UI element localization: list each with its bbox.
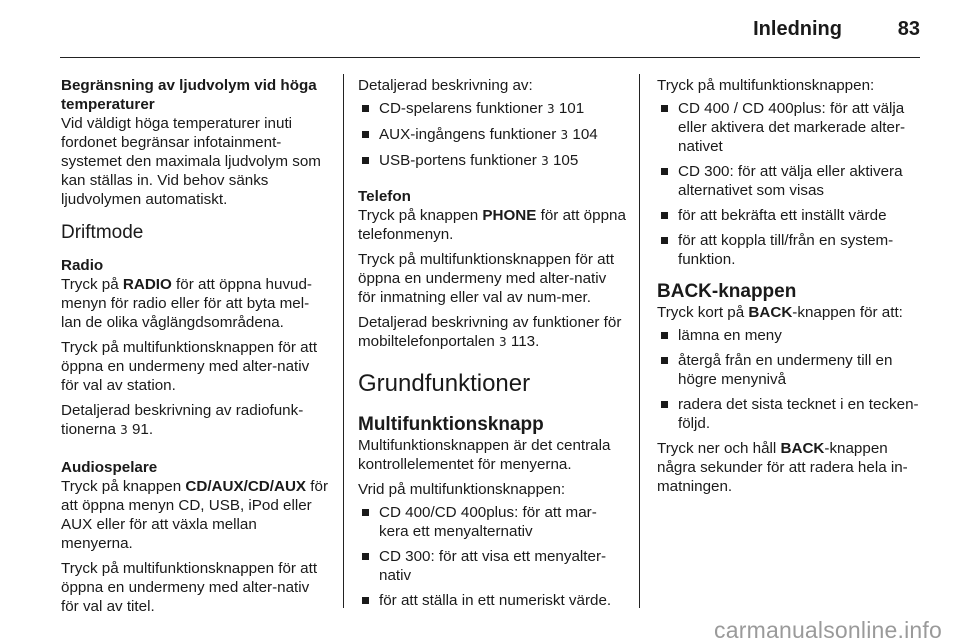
paragraph-tel-3: Detaljerad beskrivning av funktioner för mobiltelefonportalen 3 113. xyxy=(358,314,622,350)
paragraph-tel-1: Tryck på knappen PHONE för att öppna telefonmenyn. xyxy=(358,207,626,243)
key-back-hold: BACK xyxy=(780,440,825,457)
key-cd-aux: CD/AUX/CD/AUX xyxy=(185,478,307,495)
paragraph-press-intro: Tryck på multifunktionsknappen: xyxy=(657,77,875,94)
subheading-audio: Audiospelare xyxy=(61,459,158,476)
paragraph-radio-3: Detaljerad beskrivning av radiofunk-tionerna 3 91. xyxy=(61,402,304,438)
list-item: för att bekräfta ett inställt värde xyxy=(657,206,927,225)
paragraph-multi-1: Multifunktionsknappen är det centrala kontrollelementet för menyerna. xyxy=(358,437,611,473)
subheading-radio: Radio xyxy=(61,257,104,274)
list-item: AUX-ingångens funktioner 3 104 xyxy=(358,125,626,145)
back-list xyxy=(657,326,927,433)
heading-driftmode: Driftmode xyxy=(61,222,144,243)
heading-back-knappen: BACK-knappen xyxy=(657,281,797,302)
page-ref-icon: 3 xyxy=(560,128,569,142)
list-item: återgå från en undermeny till en högre menynivå xyxy=(657,351,927,389)
page-ref-icon: 3 xyxy=(499,335,507,349)
paragraph-radio-2: Tryck på multifunktionsknappen för att öppna en undermeny med alter-nativ för val av station. xyxy=(61,339,318,394)
paragraph-tel-2: Tryck på multifunktionsknappen för att öppna en undermeny med alter-nativ för inmatning eller val av num-mer. xyxy=(358,251,615,306)
key-phone: PHONE xyxy=(482,207,537,224)
paragraph-volume-limit: Vid väldigt höga temperaturer inuti fordonet begränsar infotainment-systemet den maximala ljudvolym som kan ställas in. Vid behov sänks ljudvolymen automatiskt. xyxy=(61,115,321,208)
paragraph-audio-2: Tryck på multifunktionsknappen för att öppna en undermeny med alter-nativ för val av titel. xyxy=(61,560,318,615)
column-3 xyxy=(657,76,927,502)
paragraph-back-1: Tryck kort på BACK-knappen för att: xyxy=(657,304,903,321)
details-list xyxy=(358,99,626,171)
paragraph-multi-2: Vrid på multifunktionsknappen: xyxy=(358,481,566,498)
list-item: för att koppla till/från en system-funktion. xyxy=(657,231,927,269)
page-header xyxy=(0,0,960,60)
list-item: USB-portens funktioner 3 105 xyxy=(358,151,626,171)
page-ref-icon: 3 xyxy=(541,154,549,168)
turn-list xyxy=(358,503,626,610)
page-ref-icon: 3 xyxy=(120,423,128,437)
list-item: lämna en meny xyxy=(657,326,927,345)
key-back: BACK xyxy=(748,304,793,321)
paragraph-back-2: Tryck ner och håll BACK-knappen några sekunder för att radera hela in-matningen. xyxy=(657,440,908,495)
paragraph-details-intro: Detaljerad beskrivning av: xyxy=(358,77,533,94)
column-divider-1 xyxy=(343,74,344,608)
running-title: Inledning xyxy=(753,18,842,40)
column-2 xyxy=(358,76,626,616)
heading-multifunktionsknapp: Multifunktionsknapp xyxy=(358,414,544,435)
column-1 xyxy=(61,76,329,622)
list-item: CD-spelarens funktioner 3 101 xyxy=(358,99,626,119)
page-number: 83 xyxy=(897,18,920,40)
list-item: radera det sista tecknet i en tecken-följd. xyxy=(657,395,927,433)
watermark: carmanualsonline.info xyxy=(714,617,942,643)
list-item: CD 400/CD 400plus: för att mar-kera ett menyalternativ xyxy=(358,503,626,541)
column-divider-2 xyxy=(639,74,640,608)
subheading-telefon: Telefon xyxy=(358,188,411,205)
list-item: CD 400 / CD 400plus: för att välja eller aktivera det markerade alter-nativet xyxy=(657,99,927,156)
list-item: för att ställa in ett numeriskt värde. xyxy=(358,591,626,610)
press-list xyxy=(657,99,927,269)
header-rule xyxy=(60,57,920,58)
list-item: CD 300: för att välja eller aktivera alternativet som visas xyxy=(657,162,927,200)
section-heading-volume-limit: Begränsning av ljudvolym vid höga temperaturer xyxy=(61,77,317,113)
heading-grundfunktioner: Grundfunktioner xyxy=(358,370,531,397)
paragraph-audio-1: Tryck på knappen CD/AUX/CD/AUX för att öppna menyn CD, USB, iPod eller AUX eller för att växla mellan menyerna. xyxy=(61,478,329,552)
page-ref-icon: 3 xyxy=(547,102,555,116)
paragraph-radio-1: Tryck på RADIO för att öppna huvud-menyn för radio eller för att byta mel-lan de olika våglängdsområdena. xyxy=(61,276,312,331)
list-item: CD 300: för att visa ett menyalter-nativ xyxy=(358,547,626,585)
key-radio: RADIO xyxy=(122,276,172,293)
